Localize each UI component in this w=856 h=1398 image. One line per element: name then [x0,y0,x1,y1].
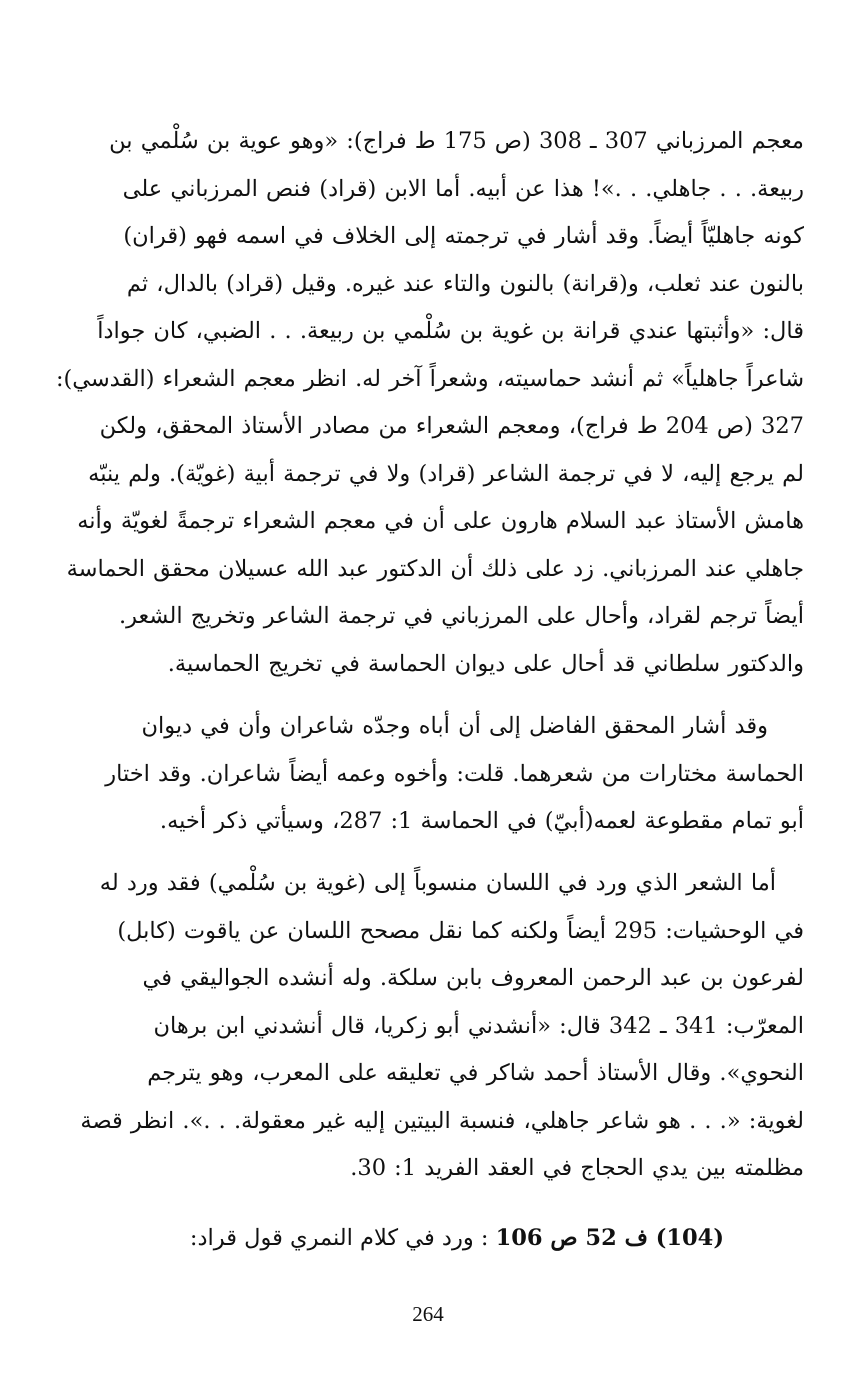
entry-heading [124,1216,724,1260]
text-line: لغوية: «. . . هو شاعر جاهلي، فنسبة البيتين إليه غير معقولة. . .». انظر قصة [80,1107,804,1134]
text-line: أما الشعر الذي ورد في اللسان منسوباً إلى (غوية بن سُلْمي) فقد ورد له [99,870,776,896]
text-line: الحماسة مختارات من شعرهما. قلت: وأخوه وعمه أيضاً شاعران. وقد اختار [105,760,804,787]
text-line: مظلمته بين يدي الحجاج في العقد الفريد 1: 30. [350,1155,804,1181]
text-line: أبو تمام مقطوعة لعمه(أبيّ) في الحماسة 1: 287، وسيأتي ذكر أخيه. [159,808,804,834]
text-line: قال: «وأثبتها عندي قرانة بن غوية بن سُلْمي بن ربيعة. . . الضبي، كان جواداً [97,318,804,344]
paragraph-1 [52,118,804,688]
text-line: وقد أشار المحقق الفاضل إلى أن أباه وجدّه شاعران وأن في ديوان [141,713,768,739]
text-line: هامش الأستاذ عبد السلام هارون على أن في معجم الشعراء ترجمةً لغويّة وأنه [77,508,804,534]
text-line: ربيعة. . . جاهلي. . .»! هذا عن أبيه. أما الابن (قراد) فنص المرزباني على [122,175,804,202]
text-line: أيضاً ترجم لقراد، وأحال على المرزباني في ترجمة الشاعر وتخريج الشعر. [118,603,804,629]
text-line: بالنون عند ثعلب، و(قرانة) بالنون والتاء عند غيره. وقيل (قراد) بالدال، ثم [126,270,804,297]
text-line: شاعراً جاهلياً» ثم أنشد حماسيته، وشعراً آخر له. انظر معجم الشعراء (القدسي): [56,365,804,392]
text-line: المعرّب: 341 ـ 342 قال: «أنشدني أبو زكريا، قال أنشدني ابن برهان [153,1012,804,1039]
paragraph-3 [52,860,804,1193]
page-number: 264 [412,1302,444,1326]
entry-reference: (104) ف 52 ص 106 [495,1225,724,1251]
text-line: لم يرجع إليه، لا في ترجمة الشاعر (قراد) ولا في ترجمة أبية (غويّة). ولم ينبّه [88,460,804,487]
text-line: جاهلي عند المرزباني. زد على ذلك أن الدكتور عبد الله عسيلان محقق الحماسة [66,555,804,582]
paragraph-2 [52,703,804,846]
text-line: النحوي». وقال الأستاذ أحمد شاكر في تعليقه على المعرب، وهو يترجم [147,1060,804,1086]
text-line: لفرعون بن عبد الرحمن المعروف بابن سلكة. وله أنشده الجواليقي في [142,965,804,991]
text-line: 327 (ص 204 ط فراج)، ومعجم الشعراء من مصادر الأستاذ المحقق، ولكن [99,413,804,439]
text-line: والدكتور سلطاني قد أحال على ديوان الحماسة في تخريج الحماسية. [167,650,804,677]
text-line: كونه جاهليّاً أيضاً. وقد أشار في ترجمته إلى الخلاف في اسمه فهو (قران) [123,223,804,249]
entry-text: : ورد في كلام النمري قول قراد: [189,1225,489,1251]
text-line: معجم المرزباني 307 ـ 308 (ص 175 ط فراج): «وهو عوية بن سُلْمي بن [109,128,804,154]
text-line: في الوحشيات: 295 أيضاً ولكنه كما نقل مصحح اللسان عن ياقوت (كابل) [117,917,804,944]
